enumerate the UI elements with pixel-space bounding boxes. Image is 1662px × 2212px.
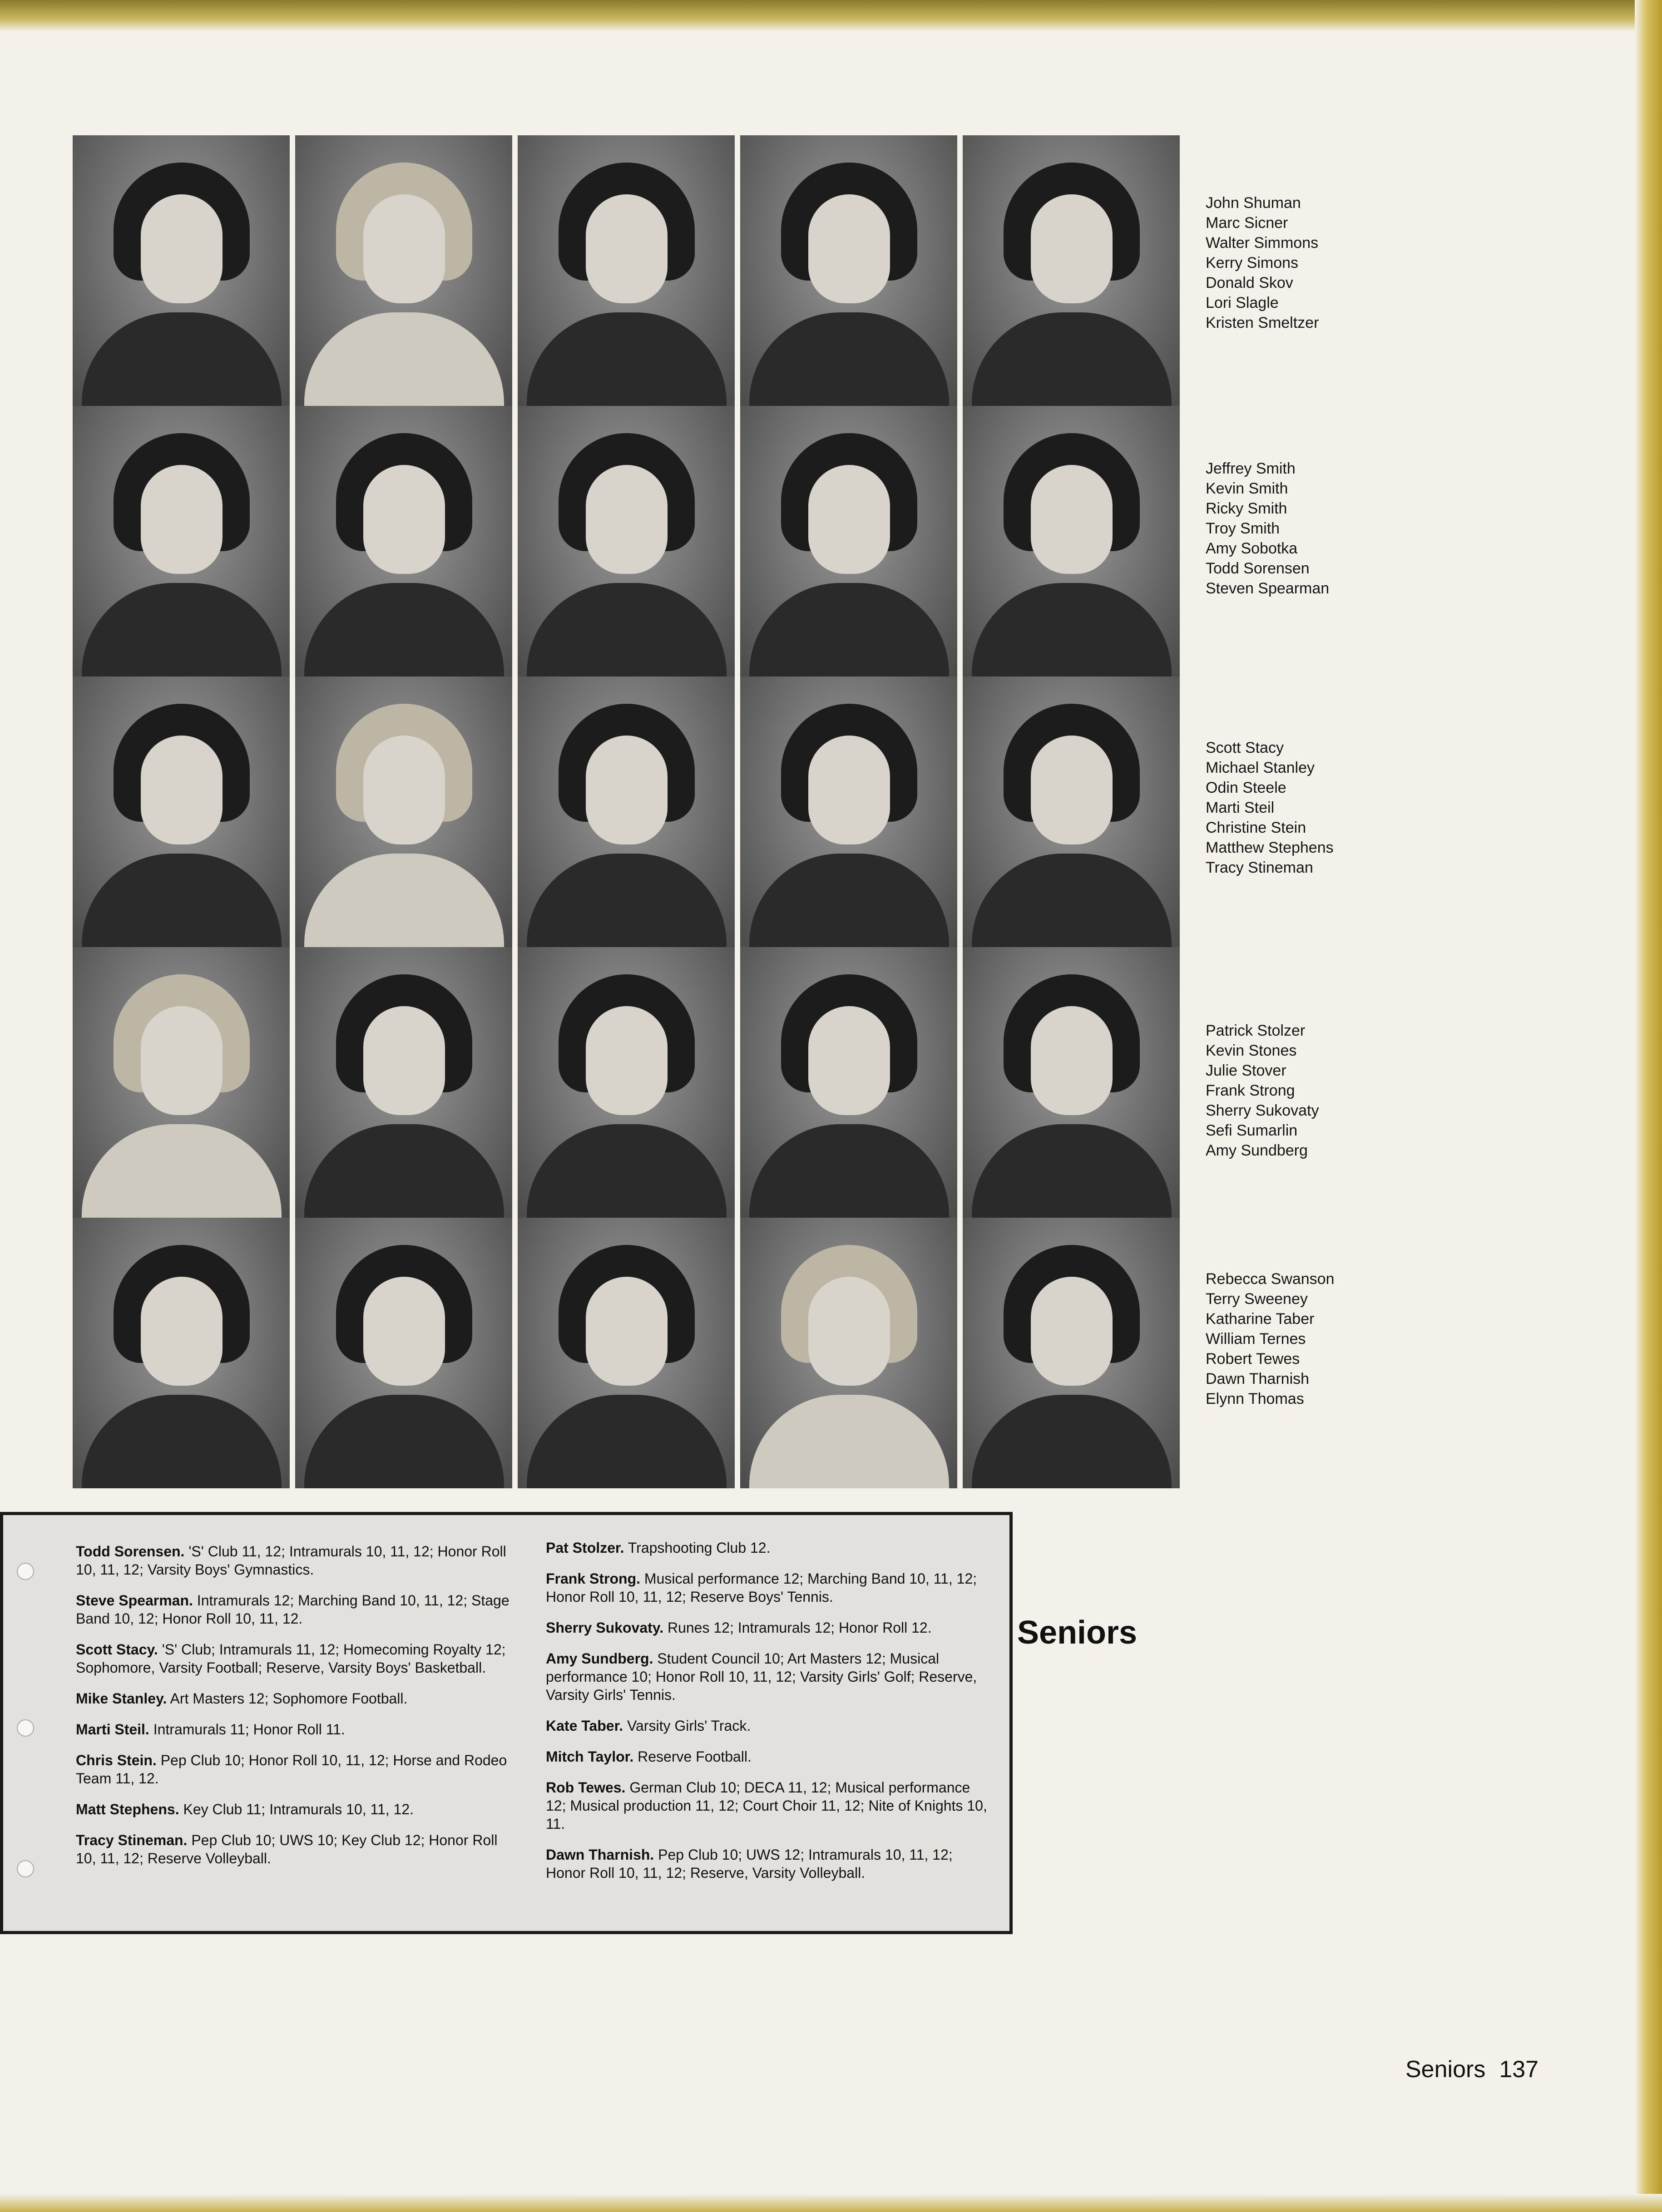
- portrait-photo: [963, 135, 1180, 406]
- bio-entry: [76, 1689, 521, 1708]
- page-edge-bottom: [0, 2194, 1662, 2212]
- student-name: Donald Skov: [1206, 274, 1293, 291]
- portrait-photo: [73, 947, 290, 1218]
- binder-hole: [17, 1860, 34, 1877]
- student-name: William Ternes: [1206, 1330, 1306, 1348]
- footer-section-label: Seniors: [1405, 2056, 1486, 2083]
- portrait-photo: [73, 676, 290, 947]
- portrait-photo: [740, 676, 957, 947]
- bio-entry: [546, 1748, 991, 1766]
- bio-text: Runes 12; Intramurals 12; Honor Roll 12.: [667, 1620, 932, 1636]
- name-list-row-2: [1206, 459, 1396, 598]
- bio-name: Pat Stolzer.: [546, 1540, 624, 1556]
- bio-name: Marti Steil.: [76, 1721, 149, 1738]
- bio-entry: [546, 1619, 991, 1637]
- student-name: John Shuman: [1206, 194, 1301, 212]
- student-name: Ricky Smith: [1206, 500, 1287, 517]
- portrait-photo: [963, 1218, 1180, 1488]
- portrait-photo: [963, 676, 1180, 947]
- student-name: Kristen Smeltzer: [1206, 314, 1319, 331]
- portrait-photo: [73, 1218, 290, 1488]
- student-name: Kevin Smith: [1206, 480, 1288, 497]
- portrait-photo: [73, 406, 290, 676]
- student-name: Terry Sweeney: [1206, 1290, 1308, 1308]
- student-name: Matthew Stephens: [1206, 839, 1334, 856]
- name-list-row-3: [1206, 738, 1396, 878]
- student-name: Amy Sundberg: [1206, 1142, 1308, 1159]
- bio-name: Scott Stacy.: [76, 1641, 158, 1658]
- bio-name: Kate Taber.: [546, 1718, 623, 1734]
- bio-name: Tracy Stineman.: [76, 1832, 188, 1848]
- student-name: Frank Strong: [1206, 1082, 1295, 1099]
- activities-column-right: [546, 1539, 991, 1895]
- student-name: Patrick Stolzer: [1206, 1022, 1306, 1039]
- page-edge-right: [1635, 0, 1662, 2212]
- portrait-photo: [740, 1218, 957, 1488]
- bio-entry: [546, 1778, 991, 1833]
- name-list-row-1: [1206, 193, 1396, 333]
- portrait-photo: [740, 406, 957, 676]
- portrait-photo: [518, 406, 735, 676]
- bio-name: Rob Tewes.: [546, 1779, 626, 1796]
- portrait-photo: [518, 947, 735, 1218]
- bio-name: Dawn Tharnish.: [546, 1847, 654, 1863]
- student-name: Lori Slagle: [1206, 294, 1279, 311]
- portrait-photo: [518, 135, 735, 406]
- bio-text: Musical performance 12; Marching Band 10, 11, 12; Honor Roll 10, 11, 12; Reserve Boys' Tennis.: [546, 1570, 977, 1605]
- student-name: Kevin Stones: [1206, 1042, 1297, 1059]
- bio-text: Trapshooting Club 12.: [628, 1540, 771, 1556]
- page-footer: [1405, 2056, 1552, 2083]
- bio-name: Matt Stephens.: [76, 1801, 179, 1817]
- student-name: Jeffrey Smith: [1206, 460, 1296, 477]
- binder-hole: [17, 1563, 34, 1580]
- bio-text: Pep Club 10; Honor Roll 10, 11, 12; Horse and Rodeo Team 11, 12.: [76, 1752, 507, 1787]
- portrait-photo: [740, 947, 957, 1218]
- bio-entry: [76, 1640, 521, 1677]
- section-heading: Seniors: [1017, 1615, 1138, 1651]
- student-name: Elynn Thomas: [1206, 1390, 1304, 1407]
- student-name: Marc Sicner: [1206, 214, 1288, 232]
- bio-name: Todd Sorensen.: [76, 1543, 185, 1560]
- portrait-photo: [963, 406, 1180, 676]
- portrait-photo: [295, 135, 512, 406]
- page-number: 137: [1499, 2056, 1539, 2083]
- portrait-photo: [518, 1218, 735, 1488]
- bio-text: Pep Club 10; UWS 10; Key Club 12; Honor Roll 10, 11, 12; Reserve Volleyball.: [76, 1832, 498, 1866]
- student-name: Steven Spearman: [1206, 580, 1330, 597]
- name-list-row-4: [1206, 1021, 1396, 1160]
- binder-hole: [17, 1719, 34, 1737]
- student-name: Julie Stover: [1206, 1062, 1286, 1079]
- student-name: Kerry Simons: [1206, 254, 1299, 272]
- bio-text: German Club 10; DECA 11, 12; Musical performance 12; Musical production 11, 12; Court Choir 11, 12; Nite of Knights 10, 11.: [546, 1779, 987, 1832]
- bio-entry: [76, 1720, 521, 1738]
- name-list-row-5: [1206, 1269, 1396, 1409]
- portrait-photo: [295, 676, 512, 947]
- bio-text: Key Club 11; Intramurals 10, 11, 12.: [183, 1801, 414, 1817]
- bio-text: 'S' Club; Intramurals 11, 12; Homecoming Royalty 12; Sophomore, Varsity Football; Reserve, Varsity Boys' Basketball.: [76, 1641, 506, 1676]
- bio-name: Frank Strong.: [546, 1570, 641, 1587]
- student-name: Todd Sorensen: [1206, 560, 1310, 577]
- student-name: Odin Steele: [1206, 779, 1286, 796]
- portrait-photo: [73, 135, 290, 406]
- student-name: Michael Stanley: [1206, 759, 1315, 776]
- portrait-photo: [518, 676, 735, 947]
- portrait-photo: [295, 1218, 512, 1488]
- portrait-photo: [963, 947, 1180, 1218]
- portrait-photo: [740, 135, 957, 406]
- bio-name: Steve Spearman.: [76, 1592, 193, 1609]
- bio-entry: [546, 1717, 991, 1735]
- student-name: Sefi Sumarlin: [1206, 1122, 1298, 1139]
- bio-name: Mitch Taylor.: [546, 1748, 634, 1765]
- portrait-photo: [295, 947, 512, 1218]
- bio-entry: [76, 1751, 521, 1787]
- bio-text: Student Council 10; Art Masters 12; Musical performance 10; Honor Roll 10, 11, 12; Varsity Girls' Golf; Reserve, Varsity Girls' Tennis.: [546, 1650, 977, 1703]
- bio-entry: [76, 1800, 521, 1818]
- bio-name: Amy Sundberg.: [546, 1650, 653, 1667]
- student-name: Scott Stacy: [1206, 739, 1284, 756]
- bio-text: Intramurals 12; Marching Band 10, 11, 12; Stage Band 10, 12; Honor Roll 10, 11, 12.: [76, 1592, 509, 1627]
- bio-entry: [546, 1539, 991, 1557]
- student-name: Christine Stein: [1206, 819, 1306, 836]
- page-edge-top: [0, 0, 1662, 32]
- student-name: Rebecca Swanson: [1206, 1270, 1335, 1288]
- student-name: Troy Smith: [1206, 520, 1280, 537]
- student-name: Sherry Sukovaty: [1206, 1102, 1319, 1119]
- bio-entry: [76, 1542, 521, 1579]
- bio-entry: [546, 1846, 991, 1882]
- bio-name: Sherry Sukovaty.: [546, 1620, 664, 1636]
- bio-entry: [546, 1649, 991, 1704]
- student-name: Amy Sobotka: [1206, 540, 1298, 557]
- portrait-photo: [295, 406, 512, 676]
- bio-text: Varsity Girls' Track.: [627, 1718, 751, 1734]
- student-name: Walter Simmons: [1206, 234, 1319, 252]
- student-name: Robert Tewes: [1206, 1350, 1300, 1368]
- bio-text: Reserve Football.: [638, 1748, 752, 1765]
- activities-column-left: [76, 1542, 521, 1880]
- student-name: Katharine Taber: [1206, 1310, 1315, 1328]
- bio-entry: [76, 1831, 521, 1867]
- bio-name: Mike Stanley.: [76, 1690, 167, 1707]
- bio-text: Art Masters 12; Sophomore Football.: [170, 1690, 408, 1707]
- bio-name: Chris Stein.: [76, 1752, 157, 1768]
- portrait-grid: [73, 135, 1181, 1488]
- bio-text: Intramurals 11; Honor Roll 11.: [153, 1721, 345, 1738]
- bio-entry: [546, 1570, 991, 1606]
- student-name: Dawn Tharnish: [1206, 1370, 1310, 1387]
- student-name: Tracy Stineman: [1206, 859, 1313, 876]
- activities-box: [0, 1512, 1013, 1934]
- bio-entry: [76, 1591, 521, 1628]
- bio-text: Pep Club 10; UWS 12; Intramurals 10, 11, 12; Honor Roll 10, 11, 12; Reserve, Varsity Volleyball.: [546, 1847, 953, 1881]
- bio-text: 'S' Club 11, 12; Intramurals 10, 11, 12; Honor Roll 10, 11, 12; Varsity Boys' Gymnastics.: [76, 1543, 506, 1578]
- student-name: Marti Steil: [1206, 799, 1275, 816]
